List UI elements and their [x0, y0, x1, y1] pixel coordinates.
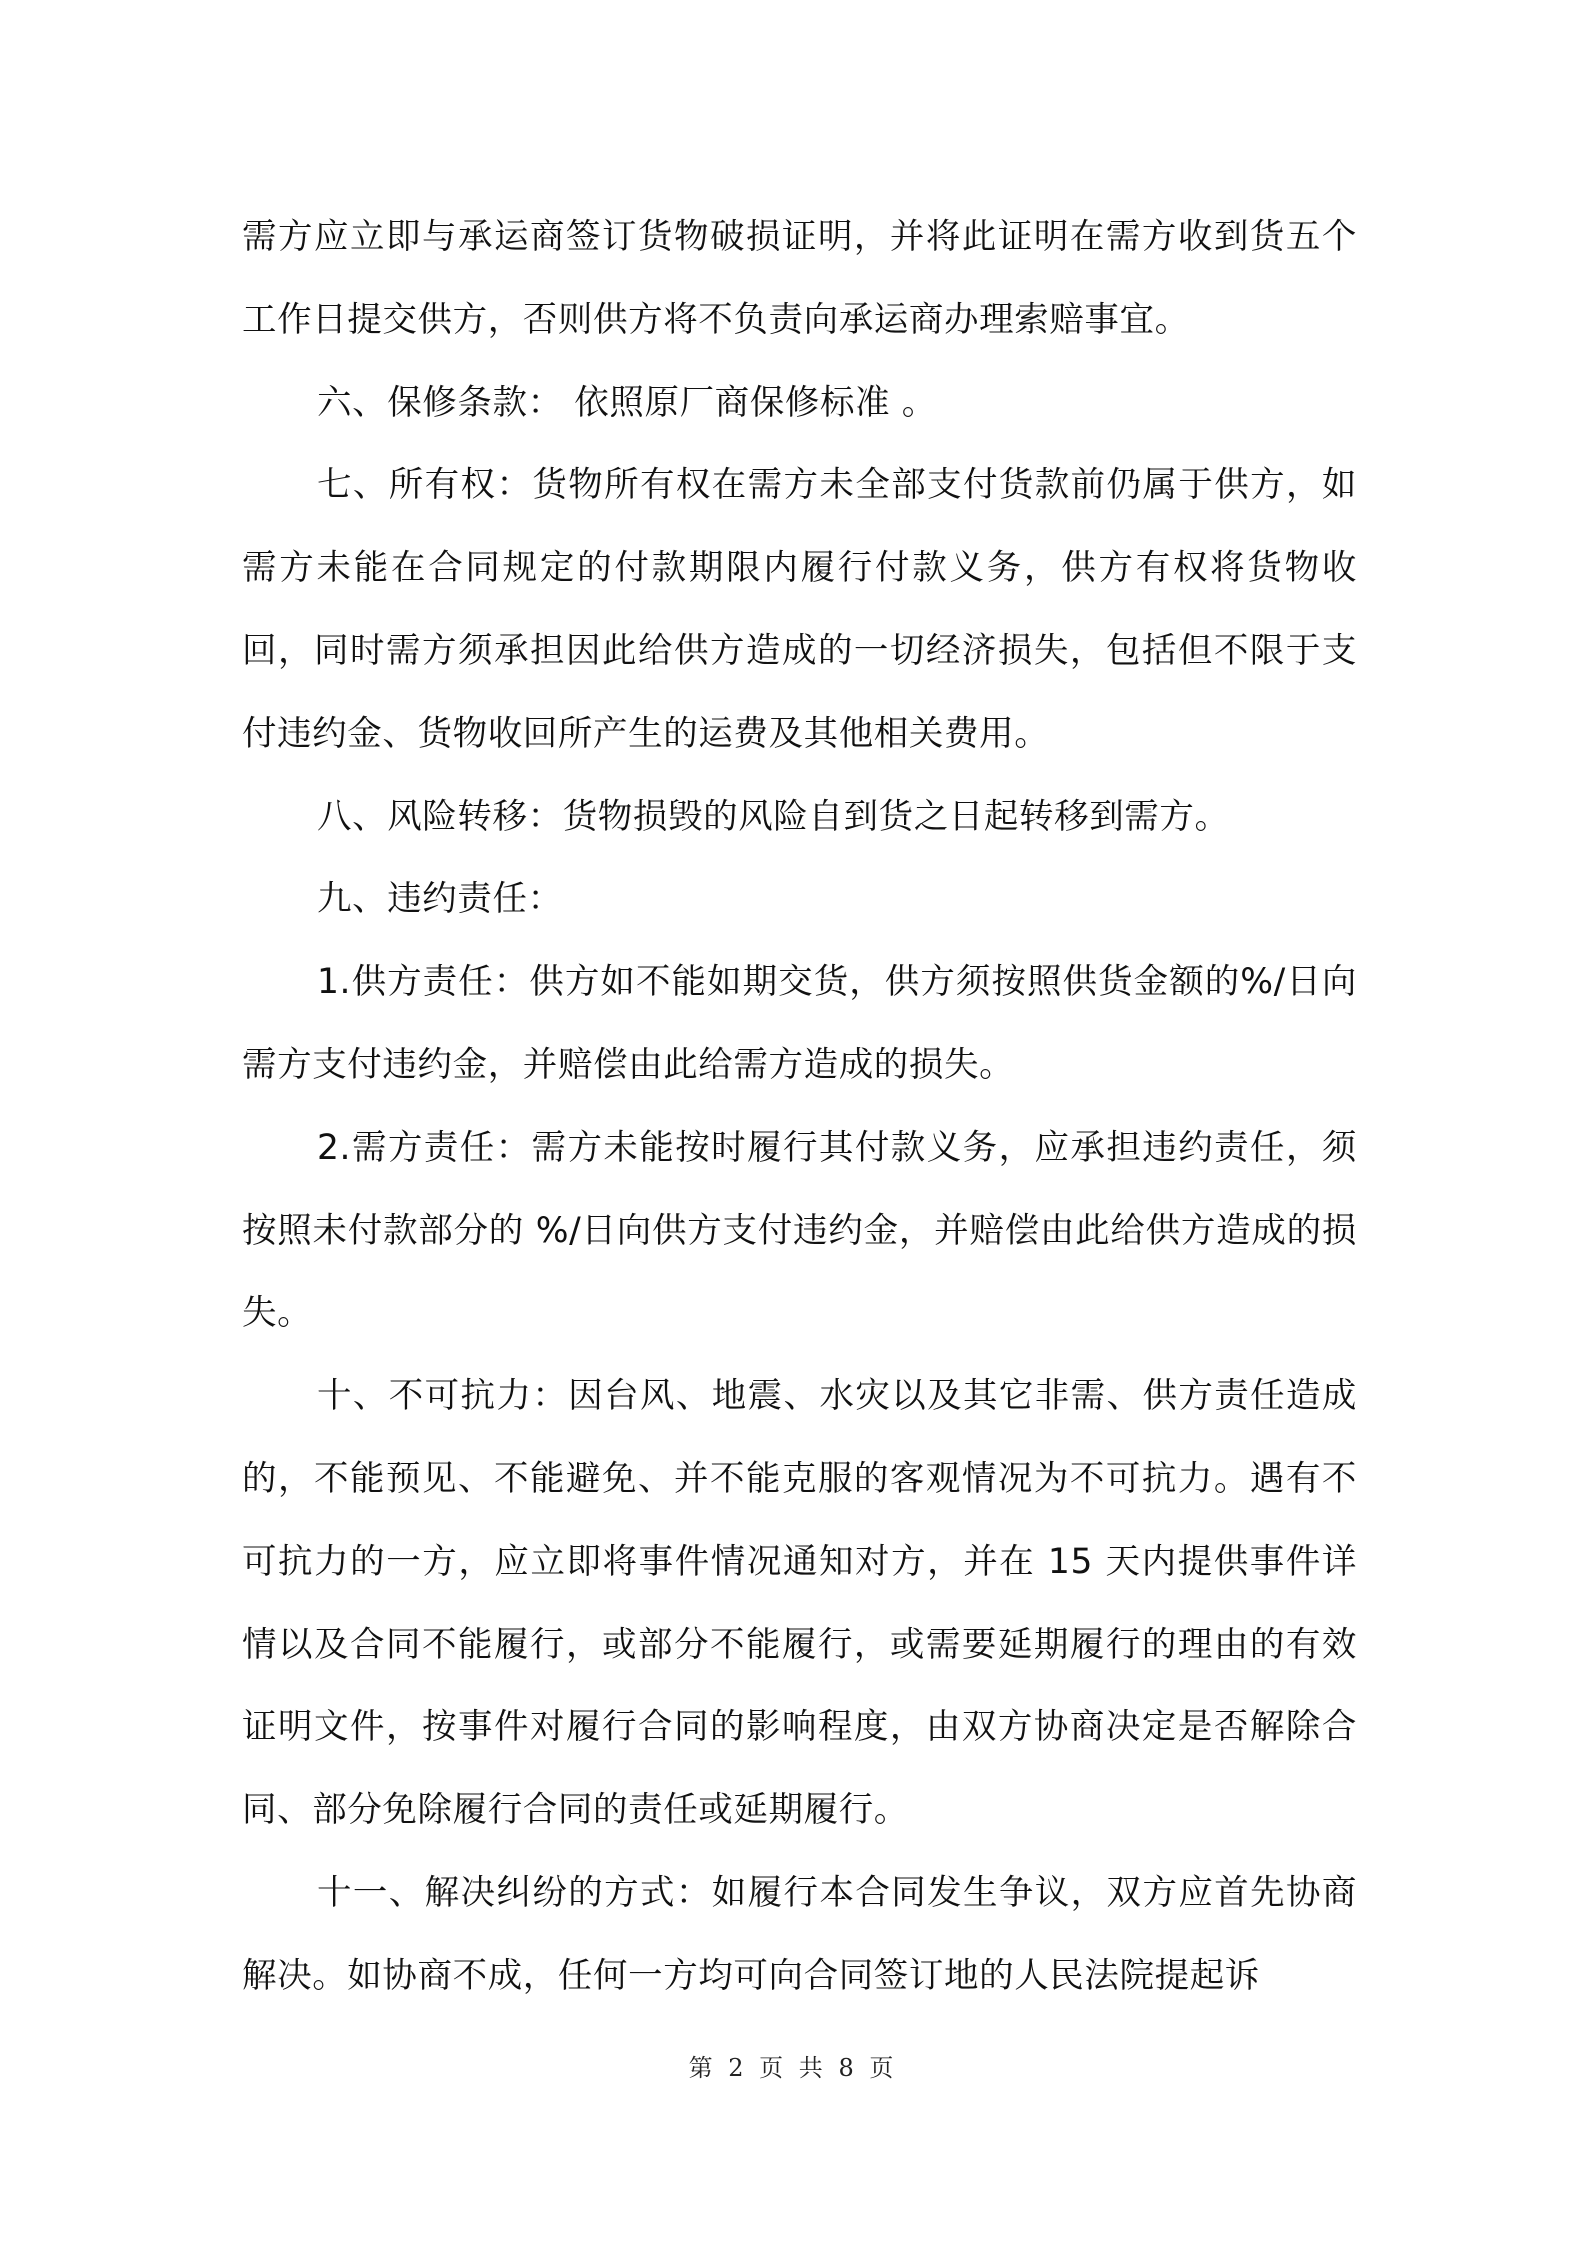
paragraph-supplier-liability: 1.供方责任：供方如不能如期交货，供方须按照供货金额的%/日向需方支付违约金，并赔偿由此给需方造成的损失。	[242, 962, 1357, 1085]
paragraph-ownership: 七、所有权：货物所有权在需方未全部支付货款前仍属于供方，如需方未能在合同规定的付款期限内履行付款义务，供方有权将货物收回，同时需方须承担因此给供方造成的一切经济损失，包括但不限于支付违约金、货物收回所产生的运费及其他相关费用。	[242, 465, 1357, 754]
paragraph-delivery-damage: 需方应立即与承运商签订货物破损证明，并将此证明在需方收到货五个工作日提交供方，否则供方将不负责向承运商办理索赔事宜。	[242, 217, 1357, 340]
paragraph-dispute-resolution: 十一、解决纠纷的方式：如履行本合同发生争议，双方应首先协商解决。如协商不成，任何一方均可向合同签订地的人民法院提起诉	[242, 1872, 1357, 1996]
paragraph-risk-transfer: 八、风险转移：货物损毁的风险自到货之日起转移到需方。	[317, 796, 1230, 837]
paragraph-force-majeure: 十、不可抗力：因台风、地震、水灾以及其它非需、供方责任造成的，不能预见、不能避免、并不能克服的客观情况为不可抗力。遇有不可抗力的一方，应立即将事件情况通知对方，并在 15 天内提供事件详情以及合同不能履行，或部分不能履行，或需要延期履行的理由的有效证明文件，按事件对履行合同的影响程度，由双方协商决定是否解除合同、部分免除履行合同的责任或延期履行。	[242, 1376, 1357, 1831]
page-number-footer: 第 2 页 共 8 页	[688, 2054, 898, 2082]
paragraph-warranty: 六、保修条款： 依照原厂商保修标准 。	[317, 382, 937, 423]
paragraph-breach-heading: 九、违约责任：	[317, 879, 563, 920]
paragraph-buyer-liability: 2.需方责任：需方未能按时履行其付款义务，应承担违约责任，须按照未付款部分的 %/日向供方支付违约金，并赔偿由此给供方造成的损失。	[242, 1127, 1357, 1334]
document-body	[242, 196, 1357, 2018]
